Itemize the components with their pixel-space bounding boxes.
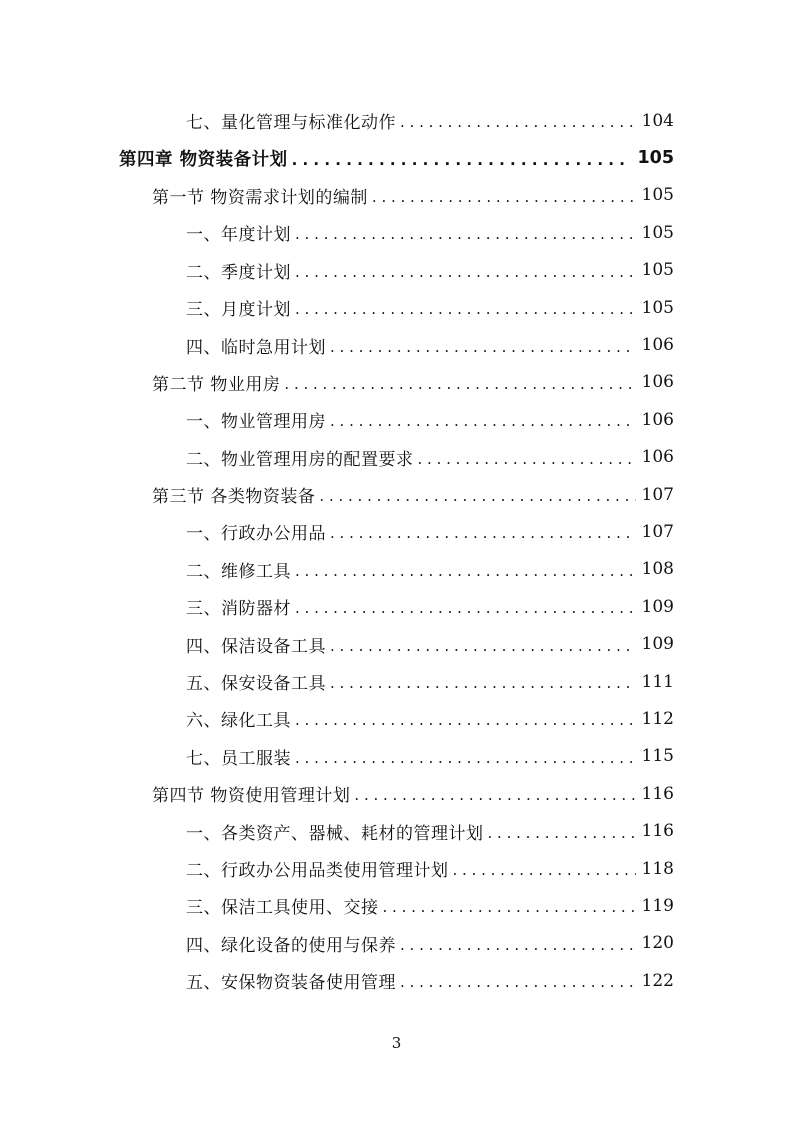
toc-entry-page: 106 — [641, 409, 674, 430]
toc-leader-dots — [295, 751, 636, 766]
toc-entry[interactable] — [0, 551, 793, 588]
toc-entry-title: 四、临时急用计划 — [186, 337, 326, 358]
toc-entry[interactable] — [0, 962, 793, 999]
toc-leader-dots — [400, 115, 636, 130]
toc-leader-dots — [319, 489, 635, 504]
toc-entry[interactable] — [0, 850, 793, 887]
toc-entry[interactable] — [0, 738, 793, 775]
toc-leader-dots — [400, 938, 636, 953]
toc-leader-dots — [295, 265, 636, 280]
toc-leader-dots — [330, 340, 636, 355]
toc-entry-page: 119 — [641, 895, 674, 916]
toc-entry-page: 105 — [641, 185, 674, 206]
toc-leader-dots — [383, 900, 636, 915]
toc-entry[interactable] — [0, 625, 793, 662]
toc-leader-dots — [330, 639, 636, 654]
toc-entry[interactable] — [0, 439, 793, 476]
toc-entry-page: 115 — [641, 746, 674, 767]
toc-entry-page: 116 — [641, 783, 674, 804]
table-of-contents — [0, 102, 793, 999]
toc-entry-page: 108 — [641, 559, 674, 580]
toc-leader-dots — [418, 452, 636, 467]
toc-entry-title: 第四章 物资装备计划 — [119, 149, 288, 170]
toc-section-entry[interactable] — [0, 177, 793, 214]
toc-entry-title: 一、各类资产、器械、耗材的管理计划 — [186, 823, 484, 844]
toc-entry-title: 五、安保物资装备使用管理 — [186, 973, 396, 994]
toc-entry-page: 107 — [641, 521, 674, 542]
toc-entry-title: 一、行政办公用品 — [186, 524, 326, 545]
toc-chapter-entry[interactable] — [0, 139, 793, 176]
toc-entry-title: 第四节 物资使用管理计划 — [152, 786, 351, 807]
toc-entry-title: 二、行政办公用品类使用管理计划 — [186, 861, 449, 881]
toc-section-entry[interactable] — [0, 775, 793, 812]
toc-leader-dots — [330, 526, 636, 541]
toc-leader-dots — [330, 676, 636, 691]
toc-entry-page: 106 — [641, 335, 674, 356]
toc-entry[interactable] — [0, 252, 793, 289]
toc-leader-dots — [400, 975, 636, 990]
toc-entry-title: 第一节 物资需求计划的编制 — [152, 187, 368, 208]
toc-entry-title: 六、绿化工具 — [186, 711, 291, 732]
toc-entry-page: 107 — [641, 484, 674, 505]
toc-section-entry[interactable] — [0, 364, 793, 401]
toc-entry-page: 104 — [641, 110, 674, 131]
toc-entry-page: 105 — [641, 222, 674, 243]
toc-leader-dots — [295, 564, 636, 579]
toc-entry[interactable] — [0, 102, 793, 139]
toc-leader-dots — [354, 788, 635, 803]
toc-leader-dots — [295, 601, 636, 616]
toc-entry-title: 七、员工服装 — [186, 748, 291, 769]
toc-entry-title: 一、年度计划 — [186, 225, 291, 246]
toc-entry[interactable] — [0, 326, 793, 363]
toc-leader-dots — [488, 826, 636, 841]
toc-entry-title: 第三节 各类物资装备 — [152, 487, 316, 508]
toc-entry-title: 五、保安设备工具 — [186, 674, 326, 695]
toc-entry-page: 106 — [641, 447, 674, 468]
toc-entry-page: 105 — [641, 260, 674, 281]
toc-entry[interactable] — [0, 214, 793, 251]
toc-leader-dots — [453, 863, 636, 878]
toc-section-entry[interactable] — [0, 476, 793, 513]
toc-entry[interactable] — [0, 925, 793, 962]
toc-entry-page: 122 — [641, 970, 674, 991]
toc-entry-title: 一、物业管理用房 — [186, 412, 326, 433]
toc-entry[interactable] — [0, 663, 793, 700]
toc-entry-title: 二、季度计划 — [186, 262, 291, 283]
toc-entry-title: 二、物业管理用房的配置要求 — [186, 449, 414, 470]
toc-entry[interactable] — [0, 289, 793, 326]
toc-entry-title: 四、绿化设备的使用与保养 — [186, 935, 396, 956]
toc-entry-title: 三、消防器材 — [186, 599, 291, 620]
toc-entry-title: 七、量化管理与标准化动作 — [186, 113, 396, 134]
toc-entry[interactable] — [0, 700, 793, 737]
toc-entry[interactable] — [0, 588, 793, 625]
toc-entry-page: 118 — [641, 858, 674, 879]
toc-leader-dots — [372, 190, 636, 205]
toc-entry-page: 105 — [637, 148, 674, 169]
toc-entry-page: 120 — [641, 933, 674, 954]
toc-entry-title: 二、维修工具 — [186, 561, 291, 582]
toc-leader-dots — [295, 713, 636, 728]
toc-entry-title: 三、保洁工具使用、交接 — [186, 898, 379, 919]
toc-leader-dots — [330, 414, 636, 429]
toc-entry-page: 105 — [641, 297, 674, 318]
toc-entry-page: 109 — [641, 634, 674, 655]
toc-entry-page: 112 — [641, 708, 674, 729]
toc-leader-dots — [295, 302, 636, 317]
toc-entry-title: 三、月度计划 — [186, 300, 291, 321]
toc-entry-title: 四、保洁设备工具 — [186, 636, 326, 657]
toc-entry-page: 111 — [641, 671, 674, 692]
toc-entry[interactable] — [0, 513, 793, 550]
page-number: 3 — [391, 1034, 402, 1052]
toc-entry[interactable] — [0, 401, 793, 438]
toc-entry-title: 第二节 物业用房 — [152, 374, 281, 395]
toc-entry[interactable] — [0, 887, 793, 924]
toc-leader-dots — [295, 227, 636, 242]
toc-entry-page: 106 — [641, 372, 674, 393]
toc-leader-dots — [284, 377, 635, 392]
toc-entry[interactable] — [0, 812, 793, 849]
toc-leader-dots — [292, 153, 632, 168]
toc-entry-page: 116 — [641, 821, 674, 842]
toc-entry-page: 109 — [641, 596, 674, 617]
